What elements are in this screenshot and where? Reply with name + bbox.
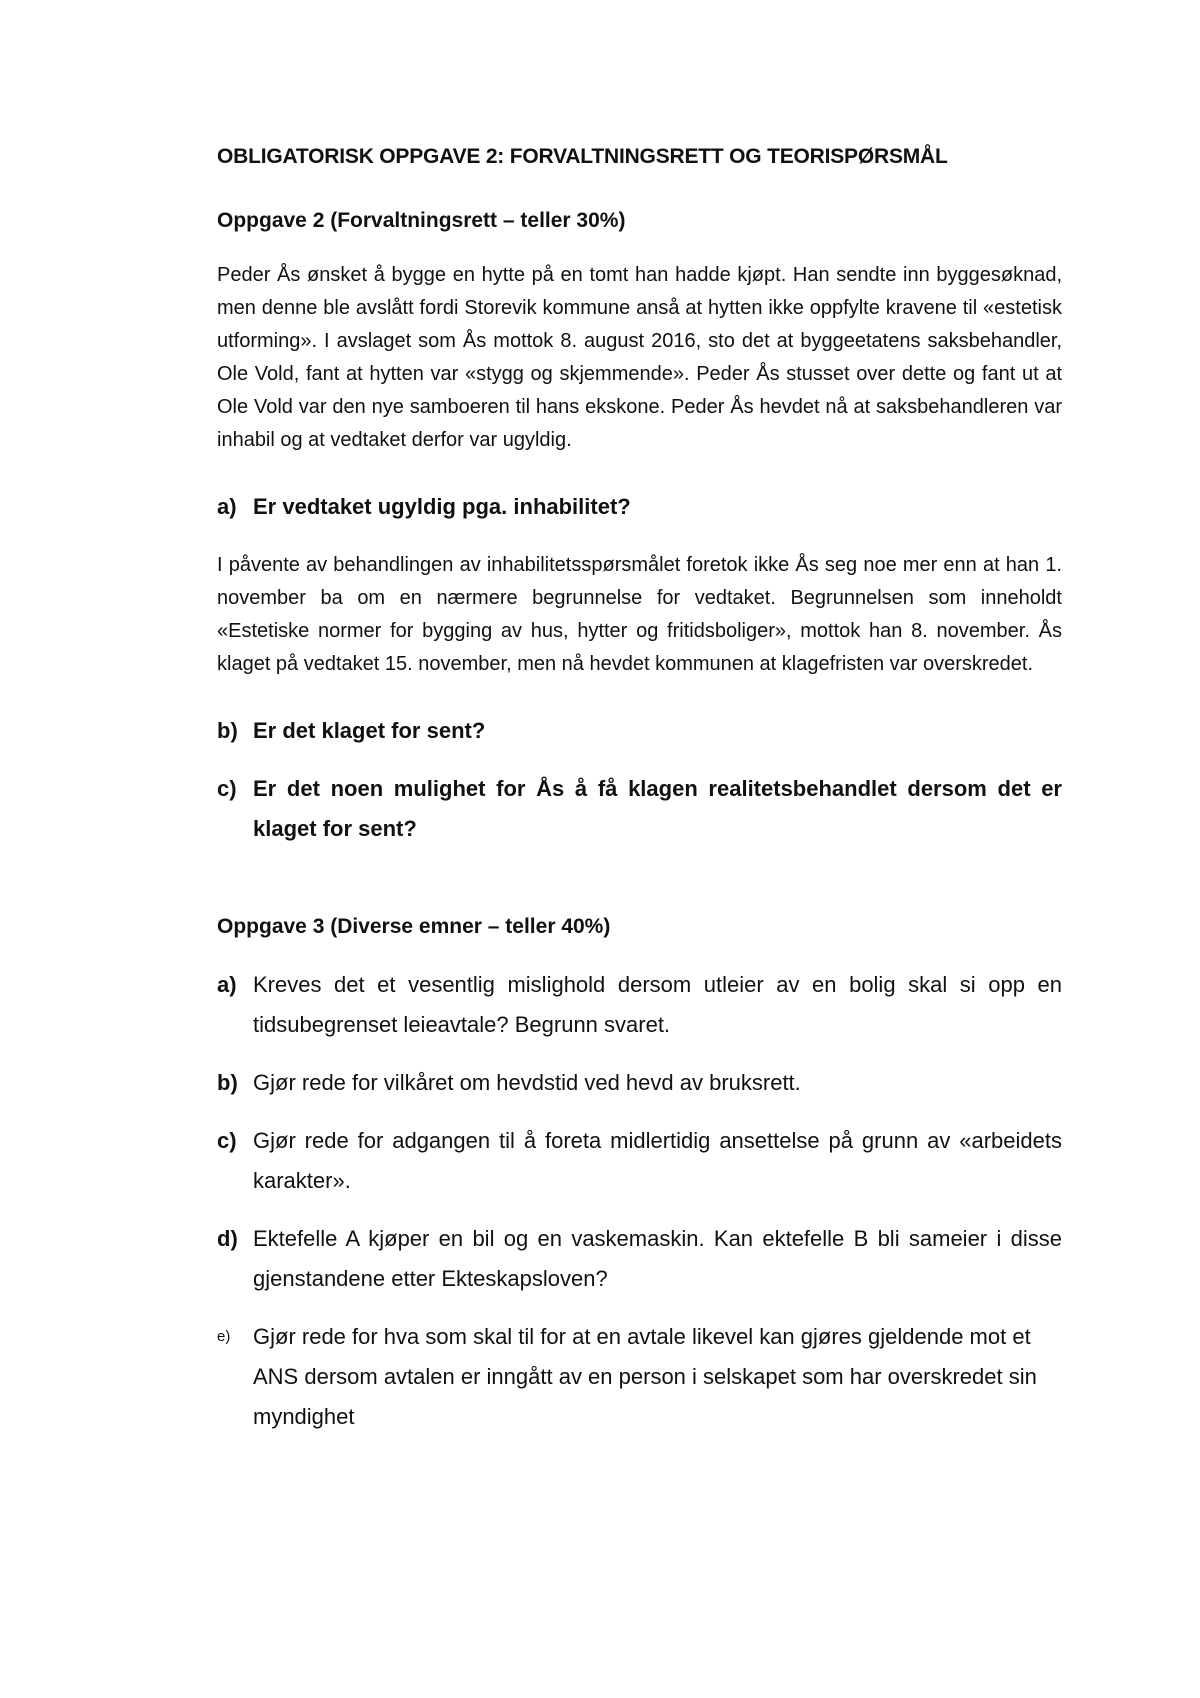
question-text: Gjør rede for hva som skal til for at en avtale likevel kan gjøres gjeldende mot et ANS dersom avtalen er inngått av en person i selskapet som har overskredet sin myndighet xyxy=(253,1324,1037,1429)
task3-question-e xyxy=(217,1317,1062,1437)
question-text: Er det klaget for sent? xyxy=(253,718,486,743)
task3-question-d xyxy=(217,1219,1062,1299)
task3-question-c xyxy=(217,1121,1062,1201)
question-label: e) xyxy=(217,1328,231,1345)
task2-heading: Oppgave 2 (Forvaltningsrett – teller 30%) xyxy=(217,209,626,232)
task3-heading: Oppgave 3 (Diverse emner – teller 40%) xyxy=(217,915,611,938)
task2-middle-paragraph: I påvente av behandlingen av inhabilitetsspørsmålet foretok ikke Ås seg noe mer enn at han 1. november ba om en nærmere begrunnelse for vedtaket. Begrunnelsen som inneholdt «Estetiske normer for bygging av hus, hytter og fritidsboliger», mottok han 8. november. Ås klaget på vedtaket 15. november, men nå hevdet kommunen at klagefristen var overskredet. xyxy=(217,554,1062,675)
task2-intro-paragraph: Peder Ås ønsket å bygge en hytte på en tomt han hadde kjøpt. Han sendte inn byggesøknad, men denne ble avslått fordi Storevik kommune anså at hytten ikke oppfylte kravene til «estetisk utforming». I avslaget som Ås mottok 8. august 2016, sto det at byggeetatens saksbehandler, Ole Vold, fant at hytten var «stygg og skjemmende». Peder Ås stusset over dette og fant ut at Ole Vold var den nye samboeren til hans ekskone. Peder Ås hevdet nå at saksbehandleren var inhabil og at vedtaket derfor var ugyldig. xyxy=(217,264,1062,451)
task3-question-a xyxy=(217,965,1062,1045)
document-title: OBLIGATORISK OPPGAVE 2: FORVALTNINGSRETT OG TEORISPØRSMÅL xyxy=(217,145,948,168)
question-label: b) xyxy=(217,1070,238,1095)
task2-question-c xyxy=(217,769,1062,849)
question-label: a) xyxy=(217,972,237,997)
task2-question-b xyxy=(217,711,1062,751)
question-text: Gjør rede for adgangen til å foreta midlertidig ansettelse på grunn av «arbeidets karakter». xyxy=(253,1128,1062,1193)
task2-question-a xyxy=(217,487,1062,527)
question-label: a) xyxy=(217,494,237,519)
question-text: Kreves det et vesentlig mislighold dersom utleier av en bolig skal si opp en tidsubegrenset leieavtale? Begrunn svaret. xyxy=(253,972,1062,1037)
task3-question-b xyxy=(217,1063,1062,1103)
question-text: Er det noen mulighet for Ås å få klagen realitetsbehandlet dersom det er klaget for sent? xyxy=(253,776,1062,841)
question-text: Ektefelle A kjøper en bil og en vaskemaskin. Kan ektefelle B bli sameier i disse gjenstandene etter Ekteskapsloven? xyxy=(253,1226,1062,1291)
document-page xyxy=(217,145,1062,1455)
question-label: b) xyxy=(217,718,238,743)
question-text: Er vedtaket ugyldig pga. inhabilitet? xyxy=(253,494,631,519)
question-label: c) xyxy=(217,1128,237,1153)
question-label: c) xyxy=(217,776,237,801)
section-spacer xyxy=(217,867,1062,915)
question-text: Gjør rede for vilkåret om hevdstid ved hevd av bruksrett. xyxy=(253,1070,801,1095)
question-label: d) xyxy=(217,1226,238,1251)
